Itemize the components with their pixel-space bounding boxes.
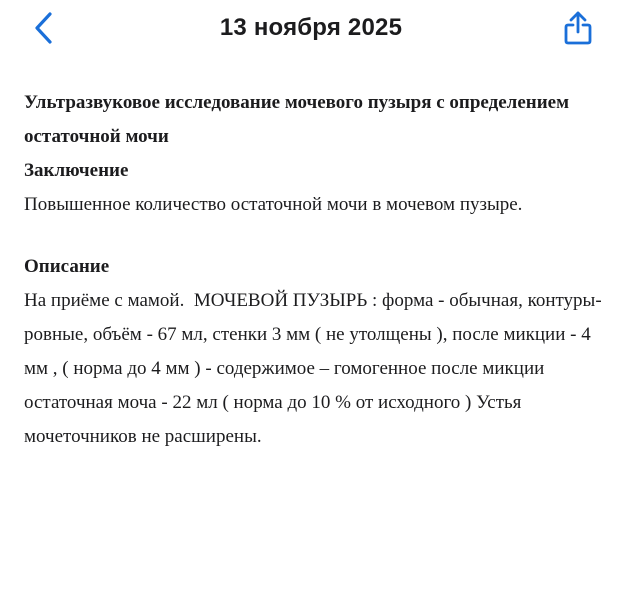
share-button[interactable] [558, 8, 598, 48]
conclusion-label: Заключение [24, 160, 129, 181]
section-spacer [24, 222, 604, 250]
document-body [24, 86, 607, 454]
share-icon [563, 10, 593, 46]
document-heading: Ультразвуковое исследование мочевого пузыря с определением остаточной мочи [24, 92, 570, 147]
description-label: Описание [24, 256, 110, 277]
description-text: На приёме с мамой. МОЧЕВОЙ ПУЗЫРЬ : форма - обычная, контуры- ровные, объём - 67 мл, стенки 3 мм ( не утолщены ), после микции - 4 мм , ( норма до 4 мм ) - содержимое – гомогенное после микции остаточная моча - 22 мл ( норма до 10 % от исходного ) Устья мочеточников не расширены. [24, 290, 607, 447]
conclusion-text: Повышенное количество остаточной мочи в мочевом пузыре. [24, 194, 523, 215]
page-title: 13 ноября 2025 [219, 14, 403, 41]
navigation-bar [0, 0, 622, 58]
